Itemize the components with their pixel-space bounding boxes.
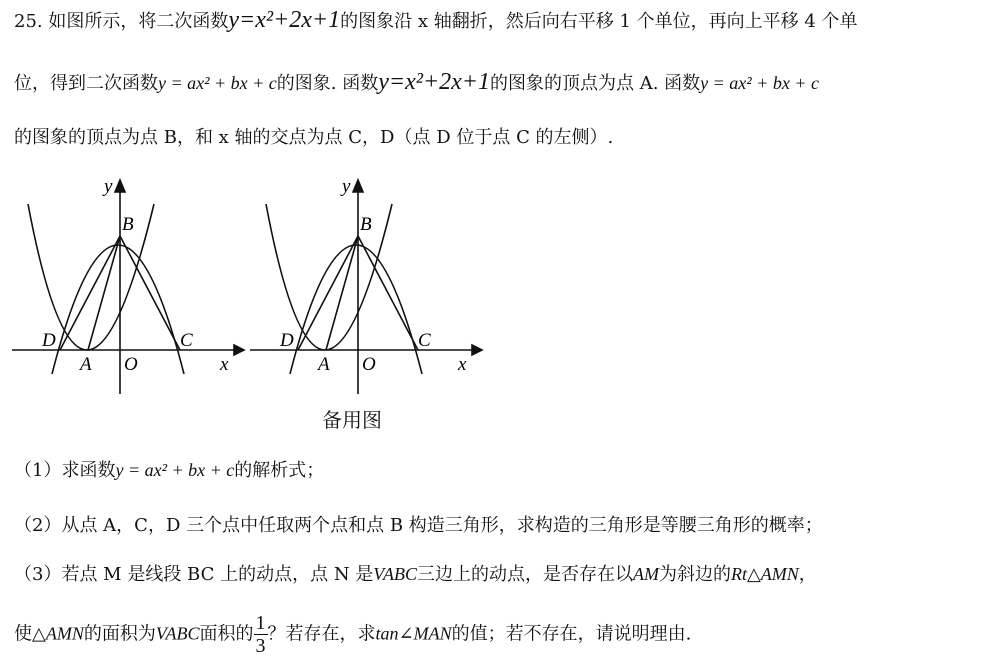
- label-O: O: [124, 354, 138, 375]
- question-text: 使: [14, 623, 32, 645]
- problem-number: 25.: [14, 11, 43, 32]
- segment-BA: [88, 236, 120, 350]
- label-B: B: [360, 214, 372, 235]
- label-B: B: [122, 214, 134, 235]
- question-text: 为斜边的: [658, 564, 731, 585]
- segment-AM: AM: [632, 564, 659, 584]
- problem-line-3: 的图象的顶点为点 B，和 x 轴的交点为点 C，D（点 D 位于点 C 的左侧）.: [14, 127, 614, 148]
- problem-text: 位，得到二次函数: [14, 73, 158, 94]
- fraction-one-third: [254, 612, 268, 657]
- question-text: 面积的: [199, 623, 254, 645]
- segment-BA: [326, 236, 358, 350]
- problem-intro-text: 如图所示，将二次函数: [48, 11, 229, 32]
- triangle-ABC: VABC: [373, 564, 417, 584]
- parabola-downward: [290, 245, 422, 374]
- problem-text: 的图象. 函数: [276, 73, 379, 94]
- question-text: ，: [798, 564, 817, 585]
- question-text: ？若存在，求: [267, 623, 376, 645]
- triangle-AMN: △AMN: [32, 623, 84, 644]
- parabola-upward: [266, 204, 392, 350]
- segment-BC: [120, 236, 180, 350]
- x-axis-arrow: [234, 345, 244, 355]
- label-x: x: [220, 354, 229, 375]
- formula-target: y = ax² + bx + c: [700, 73, 819, 93]
- question-text: 的面积为: [83, 623, 156, 645]
- label-y: y: [104, 176, 113, 197]
- function-graph-backup: [246, 176, 486, 396]
- backup-figure-caption: 备用图: [322, 408, 382, 432]
- function-graph-main: [8, 176, 248, 396]
- question-3-line-1: [14, 562, 817, 587]
- formula-target: y = ax² + bx + c: [158, 73, 277, 93]
- question-text: 三边上的动点，是否存在以: [416, 564, 633, 585]
- question-1: [14, 458, 324, 483]
- segment-BD: [298, 236, 358, 350]
- y-axis-arrow: [353, 180, 363, 192]
- fraction-denominator: 3: [255, 635, 266, 657]
- label-A: A: [318, 354, 330, 375]
- label-A: A: [80, 354, 92, 375]
- label-D: D: [280, 330, 294, 351]
- formula-original: y=x²+2x+1: [378, 69, 490, 95]
- x-axis-arrow: [472, 345, 482, 355]
- right-triangle-AMN: Rt△AMN: [730, 564, 799, 584]
- question-2: （2）从点 A，C，D 三个点中任取两个点和点 B 构造三角形，求构造的三角形是等腰三角形的概率；: [14, 515, 823, 536]
- triangle-ABC: VABC: [155, 623, 200, 644]
- formula-target: y = ax² + bx + c: [115, 460, 235, 480]
- formula-original: y=x²+2x+1: [228, 7, 341, 33]
- label-y: y: [342, 176, 351, 197]
- label-D: D: [42, 330, 56, 351]
- segment-BC: [358, 236, 418, 350]
- tan-expression: tan∠MAN: [375, 623, 452, 644]
- problem-line-2: [14, 70, 819, 96]
- fraction-numerator: 1: [255, 612, 266, 634]
- question-3-line-2: [14, 612, 691, 657]
- problem-intro-text-2: 的图象沿 x 轴翻折，然后向右平移 1 个单位，再向上平移 4 个单: [340, 11, 858, 32]
- question-text: （3）若点 M 是线段 BC 上的动点，点 N 是: [14, 564, 374, 585]
- parabola-downward: [52, 245, 184, 374]
- question-text: （1）求函数: [14, 460, 116, 481]
- label-C: C: [418, 330, 431, 351]
- problem-text: 的图象的顶点为点 A. 函数: [490, 73, 701, 94]
- parabola-upward: [28, 204, 154, 350]
- label-O: O: [362, 354, 376, 375]
- y-axis-arrow: [115, 180, 125, 192]
- label-x: x: [458, 354, 467, 375]
- label-C: C: [180, 330, 193, 351]
- question-text: 的值；若不存在，请说明理由.: [451, 623, 692, 645]
- question-text: 的解析式；: [234, 460, 325, 481]
- segment-BD: [60, 236, 120, 350]
- problem-line-1: [14, 8, 858, 34]
